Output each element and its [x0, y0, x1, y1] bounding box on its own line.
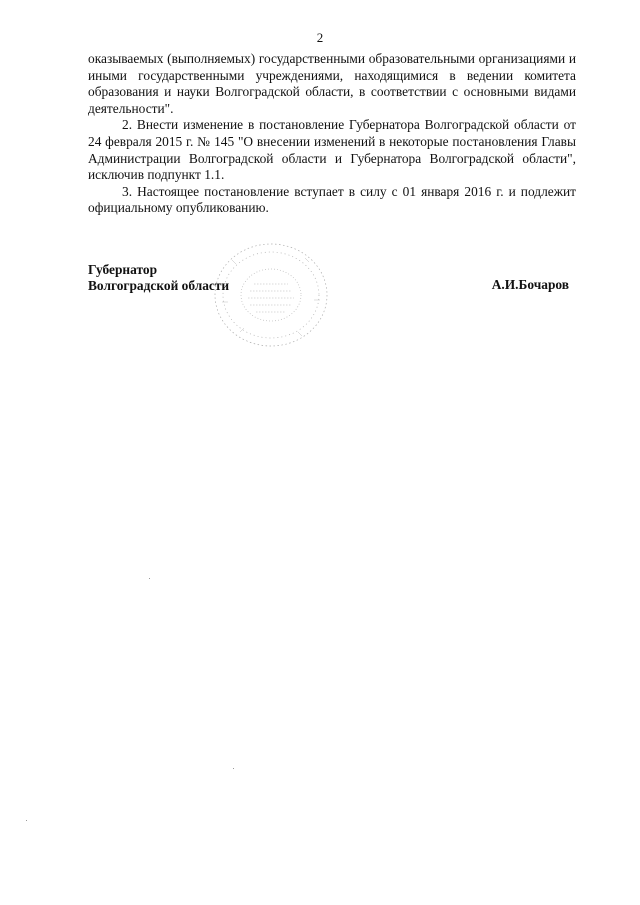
document-body: [88, 51, 576, 217]
signatory-position-line-2: Волгоградской области: [88, 277, 230, 293]
paragraph-continuation: оказываемых (выполняемых) государственными образовательными организациями и иными государственными учреждениями, находящимися в ведении комитета образования и науки Волгоградской области, в соответствии с основными видами деятельности".: [88, 51, 576, 116]
signatory-position: [88, 262, 229, 293]
paragraph-item-3: 3. Настоящее постановление вступает в силу с 01 января 2016 г. и подлежит официальному опубликованию.: [88, 183, 576, 216]
page-number: 2: [316, 30, 324, 45]
scan-speck: [26, 820, 27, 821]
official-seal: [210, 240, 332, 350]
paragraph-item-2: 2. Внести изменение в постановление Губернатора Волгоградской области от 24 февраля 2015 г. № 145 "О внесении изменений в некоторые постановления Главы Администрации Волгоградской области и Губернатора Волгоградской области", исключив подпункт 1.1.: [88, 117, 576, 183]
scan-speck: [233, 768, 234, 769]
signatory-name: А.И.Бочаров: [491, 277, 569, 292]
scan-speck: [149, 578, 150, 579]
signatory-position-line-1: Губернатор: [88, 262, 158, 277]
